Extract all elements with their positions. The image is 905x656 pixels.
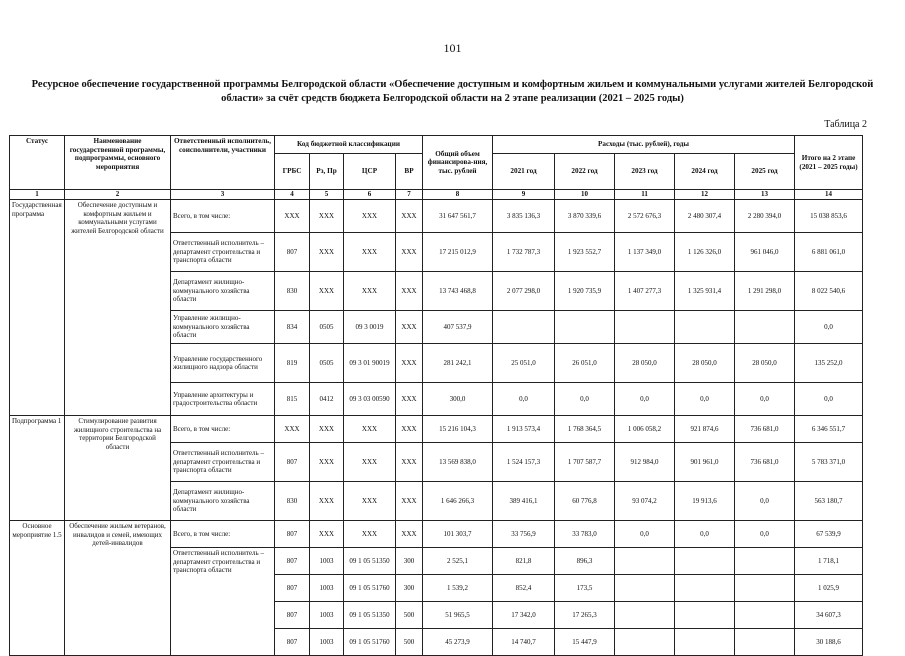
status-cell: Государственная программа <box>10 200 65 416</box>
y2024-cell <box>675 548 735 575</box>
table-row <box>10 521 863 548</box>
rzpr-cell: 0505 <box>310 344 344 383</box>
header-2023: 2023 год <box>615 154 675 190</box>
y2024-cell <box>675 575 735 602</box>
y2022-cell: 60 776,8 <box>555 482 615 521</box>
csr-cell: XXX <box>344 200 396 233</box>
header-grbs: ГРБС <box>275 154 310 190</box>
vr-cell: XXX <box>396 344 423 383</box>
itogo-cell: 15 038 853,6 <box>795 200 863 233</box>
vr-cell: XXX <box>396 416 423 443</box>
header-status: Статус <box>10 136 65 190</box>
y2021-cell: 1 913 573,4 <box>493 416 555 443</box>
total-cell: 45 273,9 <box>423 629 493 656</box>
rzpr-cell: 1003 <box>310 548 344 575</box>
y2025-cell: 0,0 <box>735 521 795 548</box>
rzpr-cell: XXX <box>310 233 344 272</box>
resource-table <box>9 135 863 656</box>
csr-cell: XXX <box>344 443 396 482</box>
vr-cell: 300 <box>396 575 423 602</box>
grbs-cell: 807 <box>275 521 310 548</box>
rzpr-cell: 1003 <box>310 629 344 656</box>
col-number: 8 <box>423 190 493 200</box>
total-cell: 1 646 266,3 <box>423 482 493 521</box>
y2021-cell: 25 051,0 <box>493 344 555 383</box>
y2021-cell: 0,0 <box>493 383 555 416</box>
csr-cell: 09 3 03 00590 <box>344 383 396 416</box>
table-label: Таблица 2 <box>824 119 867 130</box>
total-cell: 51 965,5 <box>423 602 493 629</box>
grbs-cell: 807 <box>275 548 310 575</box>
grbs-cell: 830 <box>275 482 310 521</box>
status-cell: Подпрограмма 1 <box>10 416 65 521</box>
executor-cell: Ответственный исполнитель – департамент строительства и транспорта области <box>171 443 275 482</box>
csr-cell: 09 1 05 51760 <box>344 629 396 656</box>
y2022-cell: 173,5 <box>555 575 615 602</box>
header-expenses: Расходы (тыс. рублей), годы <box>493 136 795 154</box>
executor-cell: Ответственный исполнитель – департамент строительства и транспорта области <box>171 233 275 272</box>
vr-cell: XXX <box>396 272 423 311</box>
grbs-cell: 807 <box>275 233 310 272</box>
itogo-cell: 8 022 540,6 <box>795 272 863 311</box>
y2021-cell: 389 416,1 <box>493 482 555 521</box>
y2023-cell: 1 006 058,2 <box>615 416 675 443</box>
grbs-cell: 807 <box>275 575 310 602</box>
vr-cell: XXX <box>396 200 423 233</box>
name-cell: Обеспечение доступным и комфортным жильем и коммунальными услугами жителей Белгородской области <box>65 200 171 416</box>
rzpr-cell: 1003 <box>310 575 344 602</box>
y2025-cell: 2 280 394,0 <box>735 200 795 233</box>
y2021-cell: 852,4 <box>493 575 555 602</box>
grbs-cell: XXX <box>275 200 310 233</box>
y2025-cell <box>735 602 795 629</box>
executor-cell: Ответственный исполнитель – департамент строительства и транспорта области <box>171 548 275 656</box>
table-row <box>10 416 863 443</box>
vr-cell: 500 <box>396 602 423 629</box>
y2024-cell: 0,0 <box>675 383 735 416</box>
col-number: 11 <box>615 190 675 200</box>
itogo-cell: 6 346 551,7 <box>795 416 863 443</box>
total-cell: 13 743 468,8 <box>423 272 493 311</box>
csr-cell: XXX <box>344 233 396 272</box>
itogo-cell: 1 718,1 <box>795 548 863 575</box>
y2023-cell: 1 407 277,3 <box>615 272 675 311</box>
header-2021: 2021 год <box>493 154 555 190</box>
y2024-cell <box>675 629 735 656</box>
y2022-cell: 1 707 587,7 <box>555 443 615 482</box>
y2022-cell: 15 447,9 <box>555 629 615 656</box>
vr-cell: 500 <box>396 629 423 656</box>
y2023-cell: 28 050,0 <box>615 344 675 383</box>
y2022-cell: 33 783,0 <box>555 521 615 548</box>
document-title: Ресурсное обеспечение государственной программы Белгородской области «Обеспечение доступным и комфортным жильем и коммунальными услугами жителей Белгородской области» за счёт средств бюджета Белгородской области на 2 этапе реализации (2021 – 2025 годы) <box>31 79 874 104</box>
executor-cell: Управление архитектуры и градостроительства области <box>171 383 275 416</box>
col-number: 1 <box>10 190 65 200</box>
y2025-cell <box>735 311 795 344</box>
grbs-cell: XXX <box>275 416 310 443</box>
y2025-cell: 961 046,0 <box>735 233 795 272</box>
y2023-cell <box>615 548 675 575</box>
total-cell: 101 303,7 <box>423 521 493 548</box>
total-cell: 281 242,1 <box>423 344 493 383</box>
y2022-cell <box>555 311 615 344</box>
name-cell: Стимулирование развития жилищного строительства на территории Белгородской области <box>65 416 171 521</box>
vr-cell: XXX <box>396 521 423 548</box>
csr-cell: 09 3 0019 <box>344 311 396 344</box>
col-number: 7 <box>396 190 423 200</box>
col-number: 2 <box>65 190 171 200</box>
grbs-cell: 834 <box>275 311 310 344</box>
grbs-cell: 819 <box>275 344 310 383</box>
header-total-volume: Общий объем финансирова-ния, тыс. рублей <box>423 136 493 190</box>
grbs-cell: 807 <box>275 602 310 629</box>
rzpr-cell: XXX <box>310 521 344 548</box>
header-2022: 2022 год <box>555 154 615 190</box>
y2023-cell <box>615 311 675 344</box>
total-cell: 1 539,2 <box>423 575 493 602</box>
y2024-cell <box>675 311 735 344</box>
y2024-cell: 1 126 326,0 <box>675 233 735 272</box>
total-cell: 15 216 104,3 <box>423 416 493 443</box>
total-cell: 17 215 012,9 <box>423 233 493 272</box>
y2025-cell: 0,0 <box>735 482 795 521</box>
total-cell: 2 525,1 <box>423 548 493 575</box>
y2021-cell: 14 740,7 <box>493 629 555 656</box>
y2023-cell: 912 984,0 <box>615 443 675 482</box>
rzpr-cell: XXX <box>310 416 344 443</box>
col-number: 4 <box>275 190 310 200</box>
vr-cell: XXX <box>396 443 423 482</box>
grbs-cell: 815 <box>275 383 310 416</box>
itogo-cell: 5 783 371,0 <box>795 443 863 482</box>
y2021-cell: 821,8 <box>493 548 555 575</box>
executor-cell: Всего, в том числе: <box>171 200 275 233</box>
col-number: 5 <box>310 190 344 200</box>
csr-cell: 09 3 01 90019 <box>344 344 396 383</box>
rzpr-cell: 1003 <box>310 602 344 629</box>
y2022-cell: 896,3 <box>555 548 615 575</box>
total-cell: 407 537,9 <box>423 311 493 344</box>
vr-cell: XXX <box>396 383 423 416</box>
header-vr: ВР <box>396 154 423 190</box>
grbs-cell: 807 <box>275 629 310 656</box>
y2023-cell: 0,0 <box>615 521 675 548</box>
grbs-cell: 830 <box>275 272 310 311</box>
csr-cell: XXX <box>344 521 396 548</box>
itogo-cell: 1 025,9 <box>795 575 863 602</box>
executor-cell: Всего, в том числе: <box>171 416 275 443</box>
header-rzpr: Рз, Пр <box>310 154 344 190</box>
col-number: 14 <box>795 190 863 200</box>
y2025-cell: 0,0 <box>735 383 795 416</box>
rzpr-cell: XXX <box>310 272 344 311</box>
executor-cell: Департамент жилищно-коммунального хозяйства области <box>171 482 275 521</box>
y2023-cell: 93 074,2 <box>615 482 675 521</box>
y2022-cell: 1 923 552,7 <box>555 233 615 272</box>
rzpr-cell: 0412 <box>310 383 344 416</box>
itogo-cell: 135 252,0 <box>795 344 863 383</box>
col-number: 3 <box>171 190 275 200</box>
y2022-cell: 0,0 <box>555 383 615 416</box>
y2021-cell: 33 756,9 <box>493 521 555 548</box>
y2024-cell: 2 480 307,4 <box>675 200 735 233</box>
csr-cell: 09 1 05 51760 <box>344 575 396 602</box>
vr-cell: 300 <box>396 548 423 575</box>
executor-cell: Управление жилищно-коммунального хозяйства области <box>171 311 275 344</box>
y2024-cell: 0,0 <box>675 521 735 548</box>
csr-cell: 09 1 05 51350 <box>344 602 396 629</box>
vr-cell: XXX <box>396 233 423 272</box>
y2023-cell <box>615 575 675 602</box>
itogo-cell: 30 188,6 <box>795 629 863 656</box>
itogo-cell: 563 180,7 <box>795 482 863 521</box>
y2021-cell: 3 835 136,3 <box>493 200 555 233</box>
y2025-cell <box>735 575 795 602</box>
y2022-cell: 26 051,0 <box>555 344 615 383</box>
rzpr-cell: XXX <box>310 443 344 482</box>
y2023-cell: 2 572 676,3 <box>615 200 675 233</box>
executor-cell: Департамент жилищно-коммунального хозяйства области <box>171 272 275 311</box>
y2024-cell <box>675 602 735 629</box>
y2024-cell: 28 050,0 <box>675 344 735 383</box>
header-executor: Ответственный исполнитель, соисполнители, участники <box>171 136 275 190</box>
csr-cell: XXX <box>344 482 396 521</box>
name-cell: Обеспечение жильем ветеранов, инвалидов и семей, имеющих детей-инвалидов <box>65 521 171 656</box>
header-name: Наименование государственной программы, подпрограммы, основного мероприятия <box>65 136 171 190</box>
y2023-cell: 1 137 349,0 <box>615 233 675 272</box>
header-itogo: Итого на 2 этапе (2021 – 2025 годы) <box>795 136 863 190</box>
y2021-cell: 2 077 298,0 <box>493 272 555 311</box>
y2023-cell <box>615 629 675 656</box>
y2021-cell: 1 524 157,3 <box>493 443 555 482</box>
y2025-cell: 736 681,0 <box>735 416 795 443</box>
col-number: 6 <box>344 190 396 200</box>
header-2024: 2024 год <box>675 154 735 190</box>
itogo-cell: 67 539,9 <box>795 521 863 548</box>
y2023-cell: 0,0 <box>615 383 675 416</box>
table-row <box>10 200 863 233</box>
header-2025: 2025 год <box>735 154 795 190</box>
total-cell: 31 647 561,7 <box>423 200 493 233</box>
y2021-cell <box>493 311 555 344</box>
y2025-cell: 736 681,0 <box>735 443 795 482</box>
total-cell: 300,0 <box>423 383 493 416</box>
executor-cell: Всего, в том числе: <box>171 521 275 548</box>
header-csr: ЦСР <box>344 154 396 190</box>
itogo-cell: 34 607,3 <box>795 602 863 629</box>
y2021-cell: 1 732 787,3 <box>493 233 555 272</box>
executor-cell: Управление государственного жилищного надзора области <box>171 344 275 383</box>
y2022-cell: 3 870 339,6 <box>555 200 615 233</box>
page-number: 101 <box>443 41 462 55</box>
vr-cell: XXX <box>396 311 423 344</box>
grbs-cell: 807 <box>275 443 310 482</box>
itogo-cell: 0,0 <box>795 311 863 344</box>
y2025-cell <box>735 548 795 575</box>
col-number: 12 <box>675 190 735 200</box>
rzpr-cell: XXX <box>310 200 344 233</box>
itogo-cell: 0,0 <box>795 383 863 416</box>
col-number: 9 <box>493 190 555 200</box>
header-budget-code: Код бюджетной классификации <box>275 136 423 154</box>
csr-cell: XXX <box>344 272 396 311</box>
y2022-cell: 1 768 364,5 <box>555 416 615 443</box>
status-cell: Основное мероприятие 1.5 <box>10 521 65 656</box>
y2025-cell <box>735 629 795 656</box>
y2022-cell: 1 920 735,9 <box>555 272 615 311</box>
rzpr-cell: XXX <box>310 482 344 521</box>
itogo-cell: 6 881 061,0 <box>795 233 863 272</box>
y2024-cell: 921 874,6 <box>675 416 735 443</box>
y2025-cell: 28 050,0 <box>735 344 795 383</box>
rzpr-cell: 0505 <box>310 311 344 344</box>
y2025-cell: 1 291 298,0 <box>735 272 795 311</box>
y2024-cell: 19 913,6 <box>675 482 735 521</box>
csr-cell: 09 1 05 51350 <box>344 548 396 575</box>
y2024-cell: 901 961,0 <box>675 443 735 482</box>
col-number: 10 <box>555 190 615 200</box>
vr-cell: XXX <box>396 482 423 521</box>
total-cell: 13 569 838,0 <box>423 443 493 482</box>
csr-cell: XXX <box>344 416 396 443</box>
y2022-cell: 17 265,3 <box>555 602 615 629</box>
col-number: 13 <box>735 190 795 200</box>
y2024-cell: 1 325 931,4 <box>675 272 735 311</box>
y2021-cell: 17 342,0 <box>493 602 555 629</box>
y2023-cell <box>615 602 675 629</box>
